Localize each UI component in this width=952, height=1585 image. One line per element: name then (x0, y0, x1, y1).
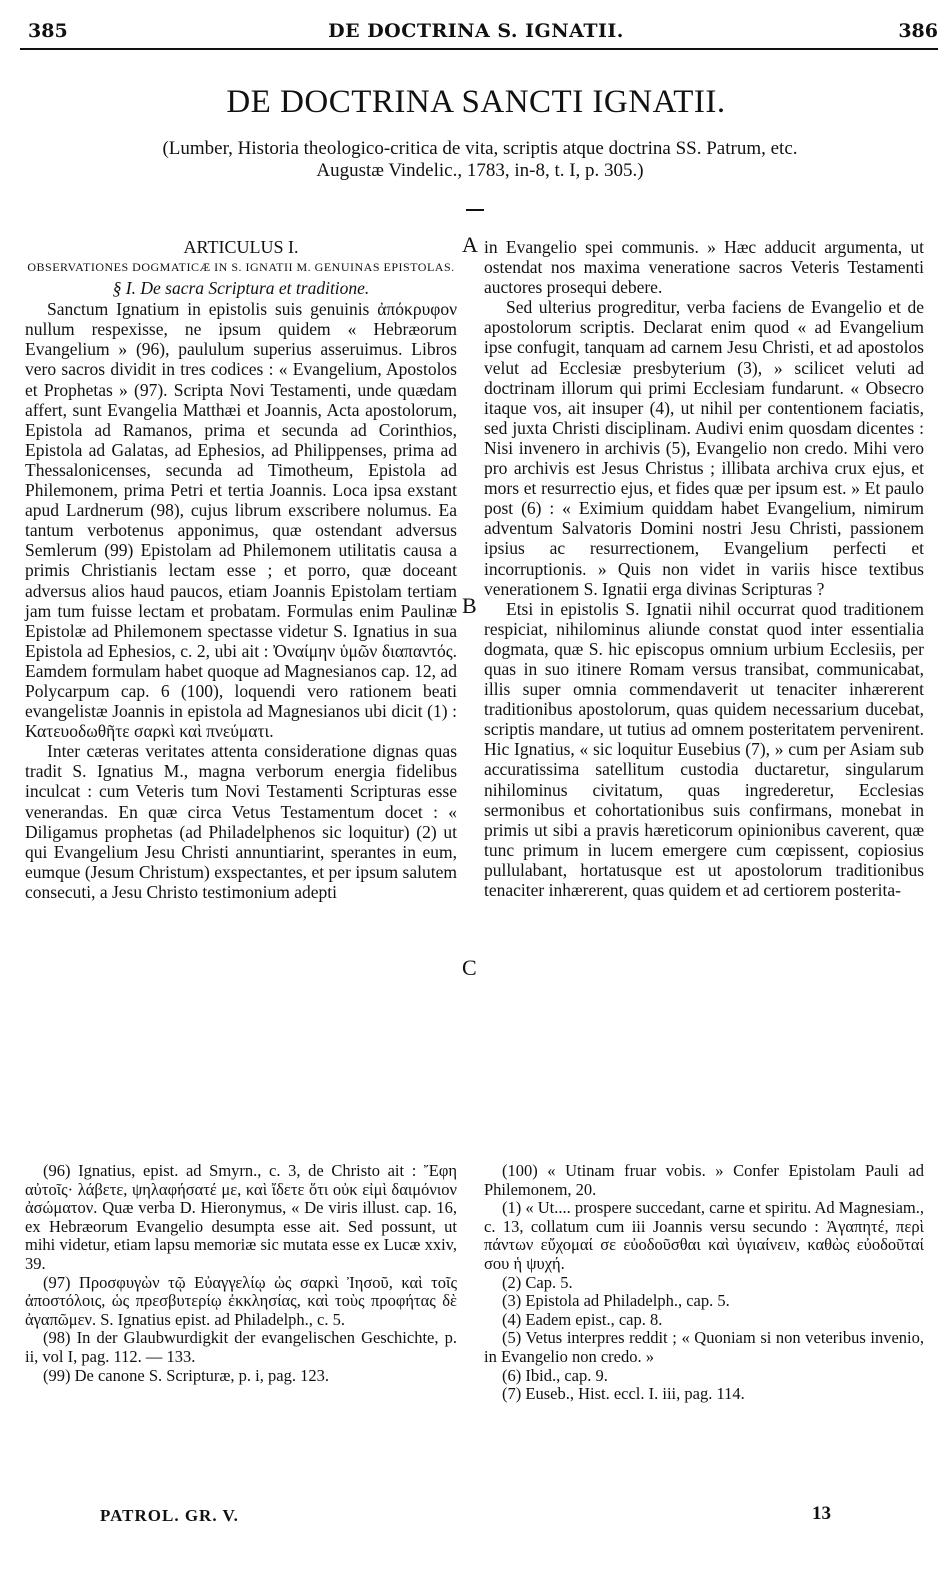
source-citation (30, 138, 930, 182)
header-rule (20, 48, 938, 50)
margin-letter-a: A (462, 232, 478, 257)
left-column (25, 237, 457, 902)
footer-number: 13 (812, 1503, 831, 1524)
right-paragraph-1: in Evangelio spei communis. » Hæc adducit argumenta, ut ostendat nos maxima veneratione sacros Veteris Testamenti auctores prosequi debere. (484, 237, 924, 298)
page-title: DE DOCTRINA SANCTI IGNATII. (226, 84, 726, 120)
footnote: (98) In der Glaubwurdigkit der evangelischen Geschichte, p. ii, vol I, pag. 112. — 133. (25, 1328, 457, 1366)
running-title: DE DOCTRINA S. IGNATII. (328, 20, 624, 42)
page-number-right: 386 (898, 20, 938, 42)
footnote: (99) De canone S. Scripturæ, p. i, pag. 123. (43, 1365, 329, 1385)
footnote: (2) Cap. 5. (502, 1272, 573, 1292)
left-paragraph-1: Sanctum Ignatium in epistolis suis genuinis ἀπόκρυφον nullum respexisse, ne ipsum quidem « Hebræorum Evangelium » (96), paululum superius asseruimus. Libros vero sacros dividit in tres codices : « Evangelium, Apostolos et Prophetas » (97). Scripta Novi Testamenti, unde quædam affert, sunt Evangelia Matthæi et Joannis, Acta apostolorum, Epistola ad Ramanos, prima et secunda ad Corinthios, Epistola ad Galatas, ad Ephesios, ad Philippenses, prima ad Thessalonicenses, secunda ad Timotheum, Epistola ad Philemonem, prima Petri et tertia Joannis. Loca ipsa exstant apud Lardnerum (98), cujus librum exscribere nolumus. Ea tantum verbotenus apponimus, quæ ostendant adversus Semlerum (99) Epistolam ad Philemonem utilitatis causa a primis Christianis lectam esse ; et porro, quæ doceant adversus alios haud paucos, etiam Joannis Epistolam tertiam jam tum fuisse lectam et probatam. Formulas enim Paulinæ Epistolæ ad Philemonem spectasse videtur S. Ignatius in sua Epistola ad Ephesios, c. 2, ubi ait : Ὀναίμην ὑμῶν διαπαντός. Eamdem formulam habet quoque ad Magnesianos cap. 12, ad Polycarpum cap. 6 (100), loquendi vero rationem beati evangelistæ Joannis in epistola ad Magnesianos ubi dicit (1) : Κατευοδωθῆτε σαρκὶ καὶ πνεύματι. (25, 299, 457, 742)
margin-letter-c: C (462, 955, 477, 980)
footnote: (3) Epistola ad Philadelph., cap. 5. (502, 1291, 730, 1311)
footnote: (100) « Utinam fruar vobis. » Confer Epistolam Pauli ad Philemonem, 20. (484, 1161, 924, 1199)
left-paragraph-2: Inter cæteras veritates attenta consideratione dignas quas tradit S. Ignatius M., magna verborum energia fidelibus inculcat : cum Veteris tum Novi Testamenti Scripturas esse venerandas. En quæ circa Vetus Testamentum docet : « Diligamus prophetas (ad Philadelphenos sic loquitur) (2) ut qui Evangelium Jesu Christi annuntiarint, sperantes in eum, eumque (Jesum Christum) exspectantes, et per ipsum salutem consecuti, a Jesu Christo testimonium adepti (25, 741, 457, 902)
page-number-left: 385 (28, 20, 68, 42)
footnote: (6) Ibid., cap. 9. (502, 1365, 608, 1385)
footnote: (96) Ignatius, epist. ad Smyrn., c. 3, de Christo ait : Ἔφη αὐτοῖς· λάβετε, ψηλαφήσατέ με, καὶ ἴδετε ὅτι οὐκ εἰμὶ δαιμόνιον ἀσώματον. Quæ verba D. Hieronymus, « De viris illust. cap. 16, ex Hebræorum Evangelio desumpta esse ait. Sed possunt, ut mihi videtur, etiam lapsu memoriæ sic mutata esse ex Lucæ xxiv, 39. (25, 1161, 457, 1273)
footnote: (5) Vetus interpres reddit ; « Quoniam si non veteribus invenio, in Evangelio non credo. » (484, 1328, 924, 1366)
margin-letter-b: B (462, 593, 477, 618)
observations-heading: OBSERVATIONES DOGMATICÆ IN S. IGNATII M. GENUINAS EPISTOLAS. (27, 260, 455, 275)
right-paragraph-3: Etsi in epistolis S. Ignatii nihil occurrat quod traditionem respiciat, nihilominus aliunde constat quod inter essentialia dogmata, quæ S. hic episcopus omnium urbium Ecclesiis, per quas in suo itinere Romam versus transibat, communicabat, illis super omnia commendaverit ut tenaciter inhærerent traditionibus apostolorum, quas quidem necessarium ducebat, scriptis mandare, ut tutius ad omnem posteritatem pervenirent. Hic Ignatius, « sic loquitur Eusebius (7), » cum per Asiam sub accuratissima satellitum custodia ductaretur, singularum nihilominus civitatum, quas ingrederetur, Ecclesias sermonibus et cohortationibus suis confirmans, monebat in primis ut sibi a pravis hæreticorum opinionibus caverent, quæ tunc primum in lucem emergere cum cœpissent, copiosius pullulabant, hortatusque est ut apostolorum traditionibus tenaciter inhærerent, quas quidem et ad certiorem posterita- (484, 598, 924, 900)
footnotes-right (484, 1162, 924, 1404)
section-heading: § I. De sacra Scriptura et traditione. (112, 278, 370, 299)
footnotes-left (25, 1162, 457, 1385)
source-line-1: (Lumber, Historia theologico-critica de vita, scriptis atque doctrina SS. Patrum, etc. (162, 138, 798, 159)
title-dash (466, 209, 484, 211)
source-line-2: Augustæ Vindelic., 1783, in-8, t. I, p. 305.) (316, 160, 644, 181)
article-heading: ARTICULUS I. (183, 237, 299, 257)
footnote: (97) Προσφυγὼν τῷ Εὐαγγελίῳ ὡς σαρκὶ Ἰησοῦ, καὶ τοῖς ἀποστόλοις, ὡς πρεσβυτερίῳ ἐκκλησίας, καὶ τοὺς προφήτας δὲ ἀγαπῶμεν. S. Ignatius epist. ad Philadelph., c. 5. (25, 1272, 457, 1329)
right-paragraph-2: Sed ulterius progreditur, verba faciens de Evangelio et de apostolorum scriptis. Declarat enim quod « ad Evangelium ipse confugit, tanquam ad carnem Jesu Christi, et ad apostolos velut ad Ecclesiæ presbyterium (3), » scilicet veluti ad doctrinam illorum qui primi Ecclesiam fundarunt. « Obsecro itaque vos, ait insuper (4), ut nihil per contentionem faciatis, sed juxta Christi disciplinam. Audivi enim quosdam dicentes : Nisi invenero in archivis (5), Evangelio non credo. Mihi vero pro archivis est Jesus Christus ; illibata archiva crux ejus, et mors et resurrectio ejus, et fides quæ per ipsum est. » Et paulo post (6) : « Eximium quiddam habet Evangelium, nimirum adventum Salvatoris Domini nostri Jesu Christi, passionem ipsius ac resurrectionem, Evangelium perfecti et incorruptionis. » Quis non videt in variis hisce textibus venerationem S. Ignatii erga divinas Scripturas ? (484, 297, 924, 599)
footnote: (1) « Ut.... prospere succedant, carne et spiritu. Ad Magnesiam., c. 13, collatum cum iii Joannis versu secundo : Ἀγαπητέ, περὶ πάντων εὔχομαί σε εὐοδοῦσθαι καὶ ὑγιαίνειν, καθὼς εὐοδοῦταί σου ἡ ψυχή. (484, 1198, 924, 1273)
footnote: (4) Eadem epist., cap. 8. (502, 1309, 663, 1329)
footnote: (7) Euseb., Hist. eccl. I. iii, pag. 114. (502, 1384, 745, 1404)
running-head (0, 20, 952, 50)
right-column (484, 237, 924, 900)
footer-signature: PATROL. GR. V. (100, 1506, 239, 1525)
